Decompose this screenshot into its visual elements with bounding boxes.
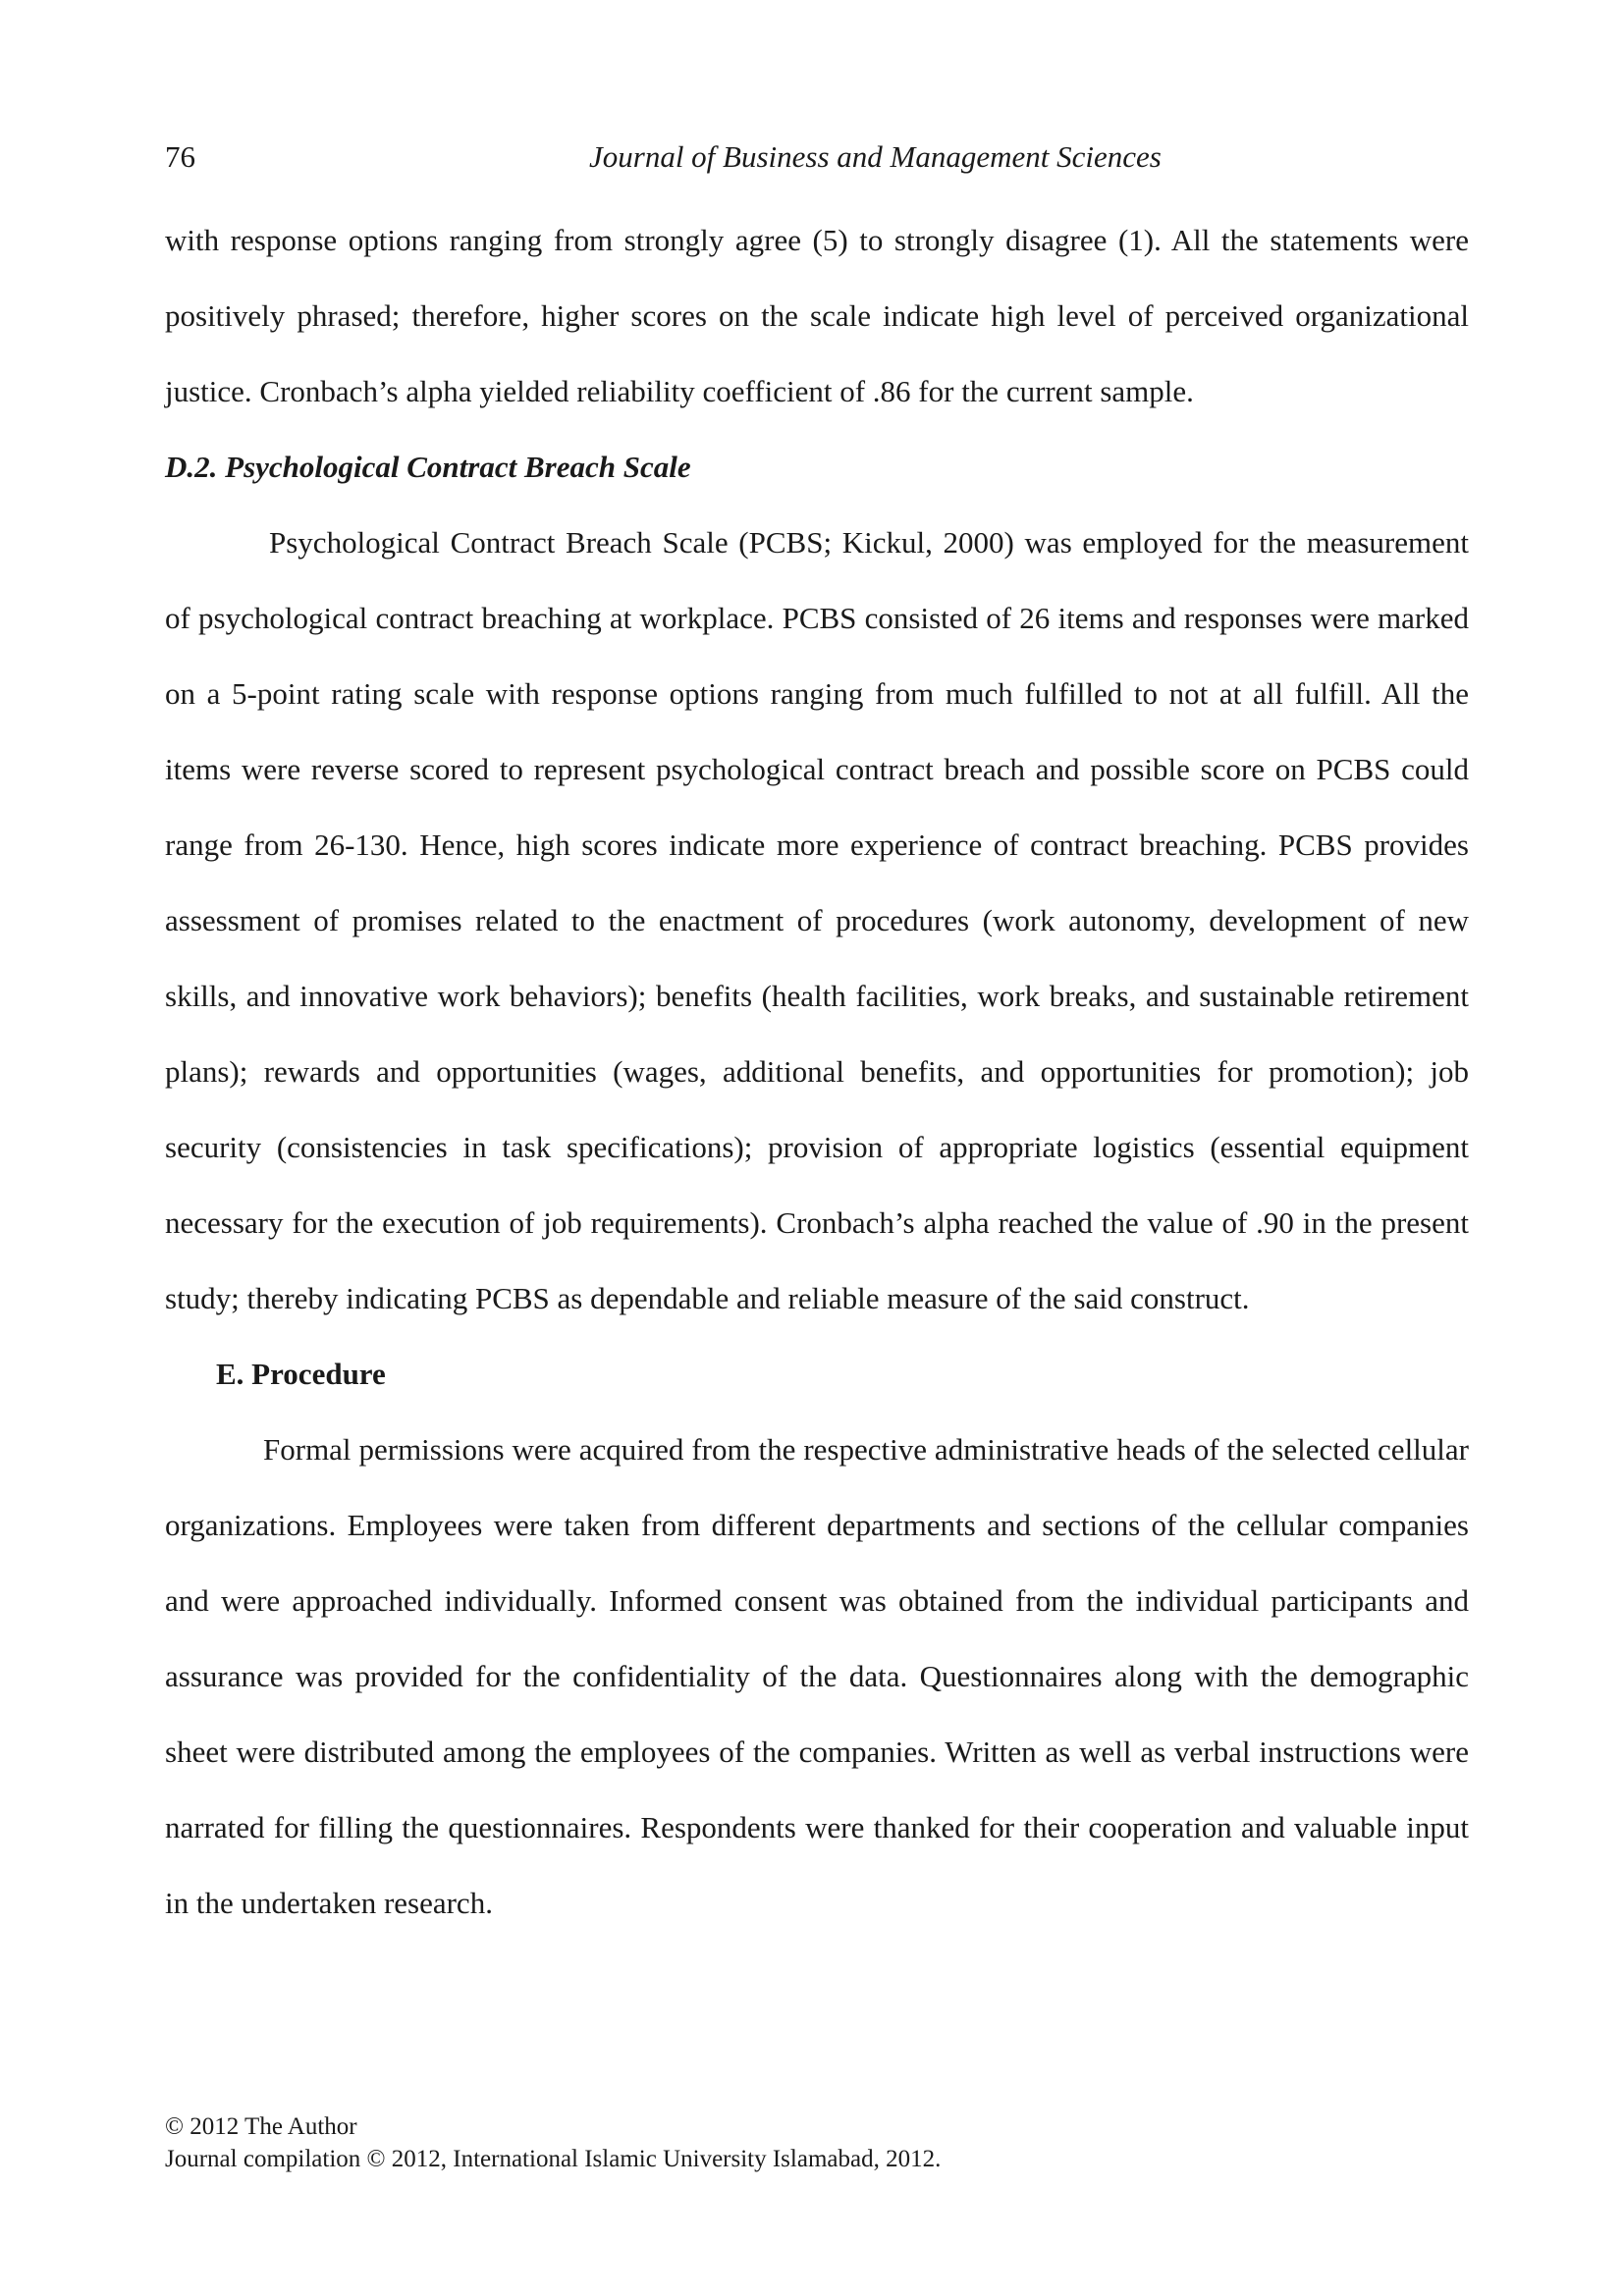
- paragraph-procedure: Formal permissions were acquired from the respective administrative heads of the selected cellular organizations. Employees were taken from different departments and sections of the cellular companies and were approached individually. Informed consent was obtained from the individual participants and assurance was provided for the confidentiality of the data. Questionnaires along with the demographic sheet were distributed among the employees of the companies. Written as well as verbal instructions were narrated for filling the questionnaires. Respondents were thanked for their cooperation and valuable input in the undertaken research.: [165, 1432, 1469, 1920]
- paragraph-opinion-scale-continuation: with response options ranging from strongly agree (5) to strongly disagree (1). All the statements were positively phrased; therefore, higher scores on the scale indicate high level of perceived organizational justice. Cronbach’s alpha yielded reliability coefficient of .86 for the current sample.: [165, 223, 1469, 408]
- paragraph-pcbs-description: Psychological Contract Breach Scale (PCBS; Kickul, 2000) was employed for the measurement of psychological contract breaching at workplace. PCBS consisted of 26 items and responses were marked on a 5-point rating scale with response options ranging from much fulfilled to not at all fulfill. All the items were reverse scored to represent psychological contract breach and possible score on PCBS could range from 26-130. Hence, high scores indicate more experience of contract breaching. PCBS provides assessment of promises related to the enactment of procedures (work autonomy, development of new skills, and innovative work behaviors); benefits (health facilities, work breaks, and sustainable retirement plans); rewards and opportunities (wages, additional benefits, and opportunities for promotion); job security (consistencies in task specifications); provision of appropriate logistics (essential equipment necessary for the execution of job requirements). Cronbach’s alpha reached the value of .90 in the present study; thereby indicating PCBS as dependable and reliable measure of the said construct.: [165, 525, 1469, 1315]
- footer-journal-compilation: Journal compilation © 2012, International Islamic University Islamabad, 2012.: [165, 2146, 942, 2172]
- page-body: [165, 202, 1469, 1941]
- footer-copyright: © 2012 The Author: [165, 2113, 357, 2140]
- section-heading-procedure: E. Procedure: [216, 1357, 386, 1391]
- page-number: 76: [165, 139, 195, 174]
- page-footer: [165, 2110, 941, 2175]
- running-header-journal-title: Journal of Business and Management Sciences: [589, 139, 1162, 174]
- section-heading-d2: D.2. Psychological Contract Breach Scale: [165, 450, 691, 484]
